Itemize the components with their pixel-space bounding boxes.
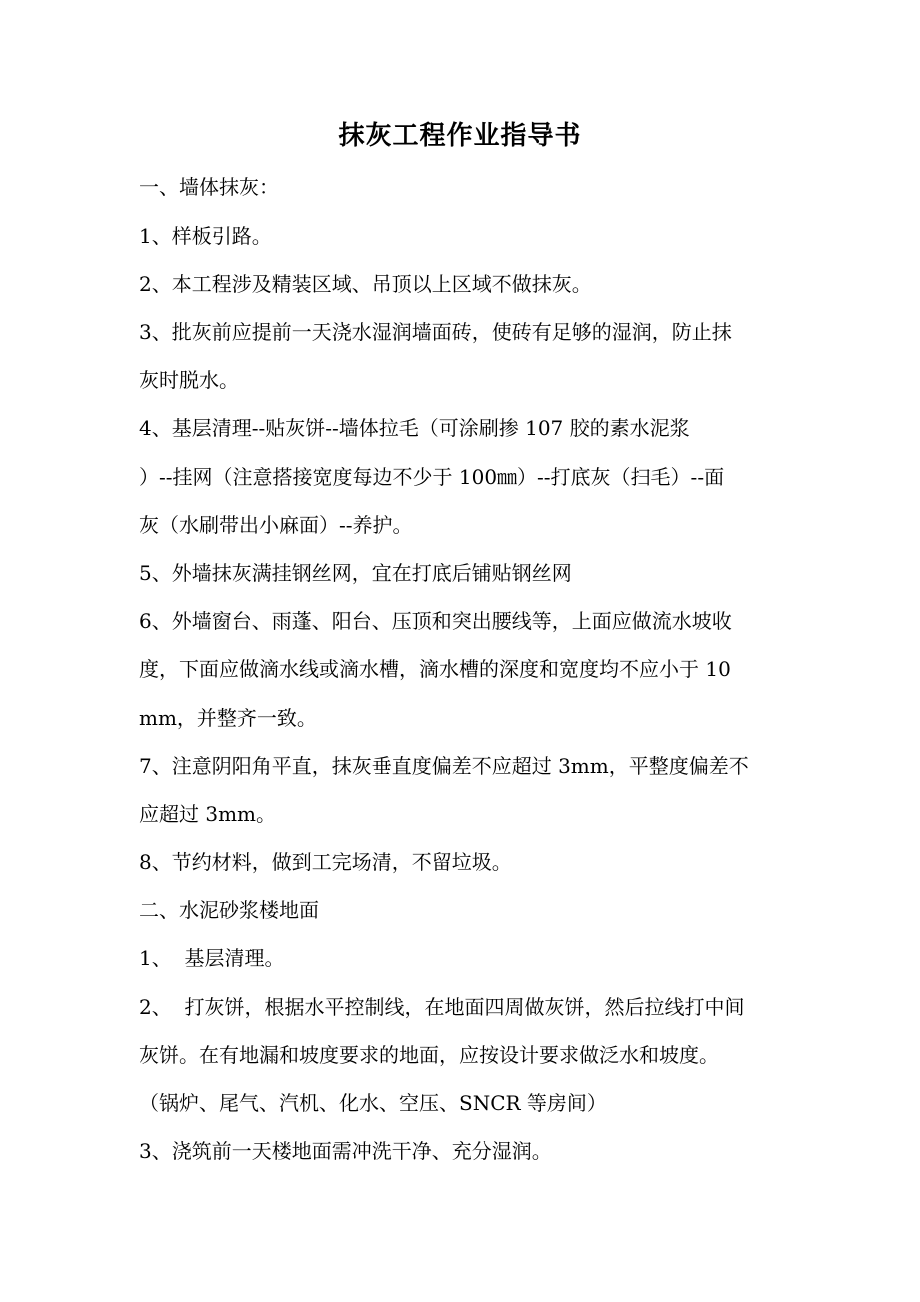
text-line: 6、外墙窗台、雨蓬、阳台、压顶和突出腰线等，上面应做流水坡收 [139, 609, 732, 633]
text-line: 3、浇筑前一天楼地面需冲洗干净、充分湿润。 [139, 1139, 552, 1163]
document-title: 抹灰工程作业指导书 [338, 121, 582, 151]
text-line: 5、外墙抹灰满挂钢丝网，宜在打底后铺贴钢丝网 [139, 561, 572, 585]
text-line: 2、本工程涉及精装区域、吊顶以上区域不做抹灰。 [139, 272, 592, 296]
text-line: 灰时脱水。 [139, 368, 239, 392]
text-line: 灰饼。在有地漏和坡度要求的地面，应按设计要求做泛水和坡度。 [139, 1043, 719, 1067]
text-line: 1、样板引路。 [139, 224, 272, 248]
section-heading-wall-plastering: 一、墙体抹灰： [139, 175, 279, 199]
section-heading-cement-floor: 二、水泥砂浆楼地面 [139, 898, 319, 922]
text-line: ）--挂网（注意搭接宽度每边不少于 100㎜）--打底灰（扫毛）--面 [139, 465, 725, 489]
text-line: 度，下面应做滴水线或滴水槽，滴水槽的深度和宽度均不应小于 10 [139, 657, 731, 681]
text-line: 7、注意阴阳角平直，抹灰垂直度偏差不应超过 3mm，平整度偏差不 [139, 754, 749, 778]
text-line: 灰（水刷带出小麻面）--养护。 [139, 513, 413, 537]
text-line: 4、基层清理--贴灰饼--墙体拉毛（可涂刷掺 107 胶的素水泥浆 [139, 416, 690, 440]
text-line: mm，并整齐一致。 [139, 706, 317, 730]
text-line: 3、批灰前应提前一天浇水湿润墙面砖，使砖有足够的湿润，防止抹 [139, 320, 732, 344]
text-line: 应超过 3mm。 [139, 802, 277, 826]
text-line: （锅炉、尾气、汽机、化水、空压、SNCR 等房间） [139, 1091, 607, 1115]
text-line: 2、 打灰饼，根据水平控制线，在地面四周做灰饼，然后拉线打中间 [139, 995, 745, 1019]
text-line: 8、节约材料，做到工完场清，不留垃圾。 [139, 850, 512, 874]
text-line: 1、 基层清理。 [139, 946, 285, 970]
